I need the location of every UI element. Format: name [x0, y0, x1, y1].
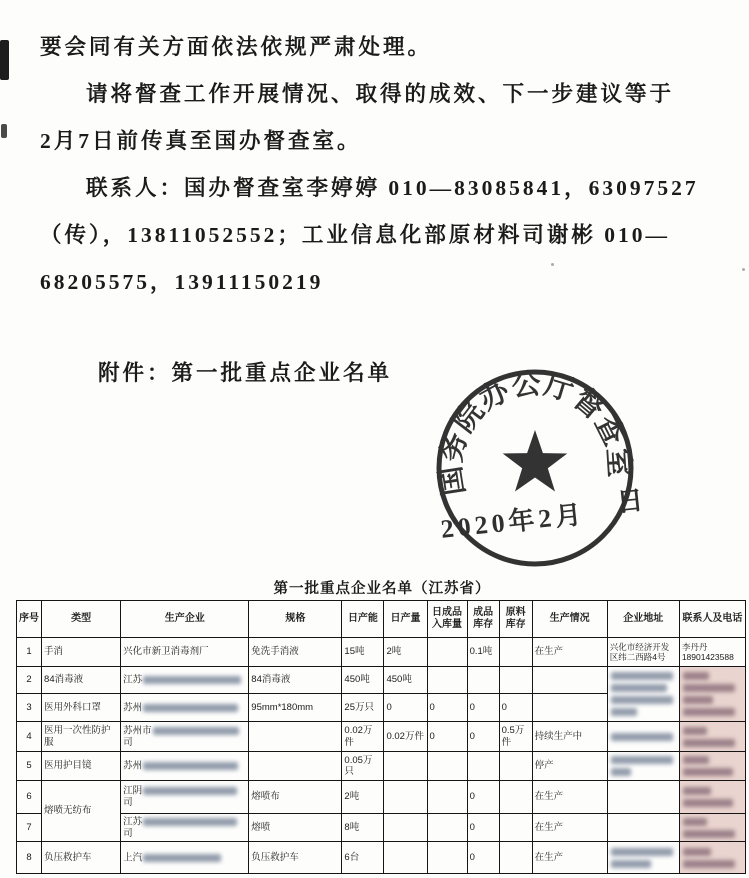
table-cell — [499, 752, 532, 781]
redacted-text — [683, 818, 707, 826]
table-cell: 上汽 — [121, 842, 249, 874]
table-cell: 在生产 — [532, 842, 607, 874]
redacted-text — [143, 854, 221, 862]
column-header: 序号 — [17, 601, 42, 638]
table-cell: 0 — [427, 722, 467, 752]
table-cell: 0 — [467, 694, 499, 722]
redacted-text — [683, 860, 735, 868]
redacted-text — [683, 848, 711, 856]
table-row — [17, 752, 746, 781]
table-cell — [607, 842, 679, 874]
body-line: 请将督查工作开展情况、取得的成效、下一步建议等于 — [86, 82, 675, 106]
table-cell: 0 — [467, 842, 499, 874]
redacted-text — [153, 727, 239, 735]
table-cell: 在生产 — [532, 814, 607, 842]
table-cell: 7 — [17, 814, 42, 842]
table-cell: 4 — [17, 722, 42, 752]
scan-artifact — [0, 40, 9, 80]
table-title: 第一批重点企业名单（江苏省） — [273, 581, 491, 597]
body-line: （传），13811052552；工业信息化部原材料司谢彬 010— — [40, 223, 670, 247]
column-header: 日成品入库量 — [427, 601, 467, 638]
table-cell: 免洗手消液 — [249, 638, 342, 667]
redacted-text — [683, 672, 709, 680]
redacted-text — [611, 672, 673, 680]
table-cell — [427, 814, 467, 842]
redacted-text — [611, 860, 651, 868]
table-cell: 兴化市新卫消毒剂厂 — [121, 638, 249, 667]
table-cell — [607, 667, 679, 722]
column-header: 日产能 — [342, 601, 384, 638]
table-cell — [384, 781, 427, 814]
table-cell: 450吨 — [342, 667, 384, 694]
table-cell — [384, 814, 427, 842]
redacted-text — [683, 696, 713, 704]
table-row — [17, 814, 746, 842]
table-cell: 84消毒液 — [249, 667, 342, 694]
table-cell — [679, 722, 745, 752]
table-cell — [607, 722, 679, 752]
table-cell — [427, 842, 467, 874]
table-cell: 0.02万件 — [384, 722, 427, 752]
star-icon — [503, 430, 568, 492]
redacted-text — [683, 830, 735, 838]
table-cell: 0 — [427, 694, 467, 722]
column-header: 生产企业 — [121, 601, 249, 638]
table-cell: 负压救护车 — [42, 842, 121, 874]
table-cell: 0 — [467, 781, 499, 814]
redacted-text — [143, 676, 241, 684]
table-cell: 熔喷布 — [249, 781, 342, 814]
table-cell: 8 — [17, 842, 42, 874]
table-cell: 医用一次性防护服 — [42, 722, 121, 752]
table-cell: 0 — [384, 694, 427, 722]
redacted-text — [611, 768, 631, 776]
column-header: 类型 — [42, 601, 121, 638]
table-cell: 2吨 — [384, 638, 427, 667]
table-row — [17, 638, 746, 667]
table-cell: 0 — [467, 814, 499, 842]
seal-date-suffix: 日 — [615, 485, 645, 518]
seal-date: 2020年2月 — [439, 499, 587, 544]
table-cell: 李丹丹 18901423588 — [679, 638, 745, 667]
column-header: 企业地址 — [607, 601, 679, 638]
table-cell — [249, 752, 342, 781]
table-cell: 8吨 — [342, 814, 384, 842]
column-header: 生产情况 — [532, 601, 607, 638]
redacted-text — [683, 787, 711, 795]
table-cell: 25万只 — [342, 694, 384, 722]
table-cell: 2 — [17, 667, 42, 694]
column-header: 原料库存 — [499, 601, 532, 638]
table-row — [17, 722, 746, 752]
redacted-text — [611, 696, 673, 704]
redacted-text — [683, 739, 735, 747]
table-cell: 15吨 — [342, 638, 384, 667]
redacted-text — [143, 818, 237, 826]
table-cell — [679, 781, 745, 814]
redacted-text — [143, 762, 238, 770]
table-cell: 手消 — [42, 638, 121, 667]
scan-artifact — [742, 268, 745, 271]
table-cell — [499, 842, 532, 874]
table-cell — [679, 752, 745, 781]
scan-artifact — [1, 124, 7, 138]
table-row — [17, 781, 746, 814]
table-cell: 450吨 — [384, 667, 427, 694]
table-cell: 负压救护车 — [249, 842, 342, 874]
redacted-text — [683, 684, 735, 692]
table-cell: 江苏 司 — [121, 814, 249, 842]
table-cell: 0.5万件 — [499, 722, 532, 752]
table-cell: 6 — [17, 781, 42, 814]
table-row — [17, 667, 746, 694]
table-cell: 0.1吨 — [467, 638, 499, 667]
table-cell: 熔喷无纺布 — [42, 781, 121, 842]
table-cell — [427, 638, 467, 667]
table-cell: 江阴 司 — [121, 781, 249, 814]
attachment-line: 附件：第一批重点企业名单 — [98, 361, 393, 385]
table-cell — [467, 752, 499, 781]
table-cell: 6台 — [342, 842, 384, 874]
table-cell: 苏州 — [121, 694, 249, 722]
table-cell — [499, 814, 532, 842]
table-cell — [249, 722, 342, 752]
redacted-text — [611, 684, 667, 692]
table-cell: 持续生产中 — [532, 722, 607, 752]
redacted-text — [143, 704, 238, 712]
table-cell — [679, 814, 745, 842]
column-header: 联系人及电话 — [679, 601, 745, 638]
table-cell: 兴化市经济开发区纬二西路4号 — [607, 638, 679, 667]
table-cell: 医用外科口罩 — [42, 694, 121, 722]
table-cell: 在生产 — [532, 781, 607, 814]
table-cell — [467, 667, 499, 694]
table-cell: 苏州市 司 — [121, 722, 249, 752]
table-cell: 0 — [499, 694, 532, 722]
body-line: 68205575，13911150219 — [40, 270, 324, 294]
table-cell — [499, 781, 532, 814]
redacted-text — [143, 787, 237, 795]
table-cell: 0 — [467, 722, 499, 752]
table-cell: 停产 — [532, 752, 607, 781]
redacted-text — [611, 756, 673, 764]
table-cell — [607, 814, 679, 842]
enterprise-table — [16, 600, 746, 874]
table-cell: 在生产 — [532, 638, 607, 667]
redacted-text — [683, 727, 707, 735]
table-cell: 苏州 — [121, 752, 249, 781]
redacted-text — [611, 708, 637, 716]
table-cell — [384, 752, 427, 781]
table-cell — [679, 667, 745, 722]
table-header-row — [17, 601, 746, 638]
body-line: 要会同有关方面依法依规严肃处理。 — [40, 35, 433, 59]
table-cell — [499, 638, 532, 667]
table-cell: 95mm*180mm — [249, 694, 342, 722]
redacted-text — [683, 756, 709, 764]
body-line: 联系人：国办督查室李婷婷 010—83085841，63097527 — [86, 176, 699, 200]
table-cell: 熔喷 — [249, 814, 342, 842]
letter-body — [40, 36, 715, 318]
table-cell: 2吨 — [342, 781, 384, 814]
redacted-text — [611, 848, 673, 856]
table-cell: 江苏 — [121, 667, 249, 694]
table-row — [17, 842, 746, 874]
column-header: 成品库存 — [467, 601, 499, 638]
redacted-text — [611, 733, 673, 741]
table-cell: 5 — [17, 752, 42, 781]
column-header: 规格 — [249, 601, 342, 638]
table-cell: 0.02万件 — [342, 722, 384, 752]
seal-ring-text: 国务院办公厅督查室 — [434, 367, 635, 498]
official-seal — [420, 366, 670, 571]
column-header: 日产量 — [384, 601, 427, 638]
table-cell — [607, 752, 679, 781]
table-cell — [384, 842, 427, 874]
table-cell — [607, 781, 679, 814]
table-cell: 1 — [17, 638, 42, 667]
redacted-text — [683, 708, 735, 716]
table-cell — [499, 667, 532, 694]
redacted-text — [683, 768, 733, 776]
table-cell — [532, 694, 607, 722]
table-cell — [532, 667, 607, 694]
body-line: 2月7日前传真至国办督查室。 — [40, 129, 362, 153]
redacted-text — [683, 799, 733, 807]
table-cell: 3 — [17, 694, 42, 722]
table-cell: 84消毒液 — [42, 667, 121, 694]
table-cell — [427, 781, 467, 814]
table-cell: 医用护目镜 — [42, 752, 121, 781]
table-cell: 0.05万只 — [342, 752, 384, 781]
table-cell — [427, 752, 467, 781]
table-cell — [679, 842, 745, 874]
table-cell — [427, 667, 467, 694]
